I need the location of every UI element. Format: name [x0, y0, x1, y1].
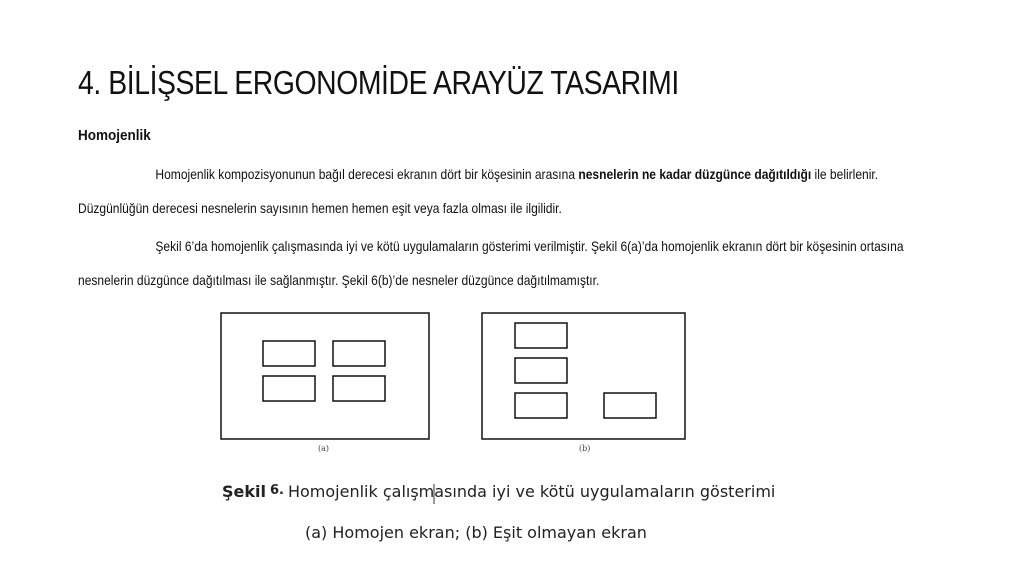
slide-title: 4. BİLİŞSEL ERGONOMİDE ARAYÜZ TASARIMI — [78, 64, 679, 101]
figure-caption-line1 — [222, 482, 775, 501]
screen-a-object-1 — [263, 341, 315, 366]
figure-label-a: (a) — [318, 444, 330, 453]
figure-caption-line2: (a) Homojen ekran; (b) Eşit olmayan ekran — [305, 523, 647, 542]
screen-b-object-2 — [515, 358, 567, 383]
screen-a-object-2 — [333, 341, 385, 366]
paragraph-figure-description — [78, 229, 938, 297]
caption-prefix: Şekil — [222, 482, 266, 501]
screen-b-frame — [482, 313, 685, 439]
paragraph1-text-end: ile belirlenir. Düzgünlüğün derecesi nesnelerin sayısının hemen hemen eşit veya fazla olması ile ilgilidir. — [78, 166, 879, 216]
screen-b-object-3 — [515, 393, 567, 418]
screen-b-object-1 — [515, 323, 567, 348]
paragraph1-emphasis: nesnelerin ne kadar düzgünce dağıtıldığı — [578, 166, 812, 182]
section-heading: Homojenlik — [78, 127, 151, 144]
screen-b-object-4 — [604, 393, 656, 418]
screen-a-object-4 — [333, 376, 385, 401]
figure-6-diagram — [218, 308, 728, 558]
paragraph-homogeneity-definition — [78, 157, 938, 225]
screen-a-frame — [221, 313, 429, 439]
caption-text: Homojenlik çalışmasında iyi ve kötü uygulamaların gösterimi — [287, 482, 776, 501]
figure-label-b: (b) — [579, 444, 591, 453]
caption-number: 6. — [269, 483, 284, 498]
paragraph2-text: Şekil 6’da homojenlik çalışmasında iyi ve kötü uygulamaların gösterimi verilmiştir. Şekil 6(a)’da homojenlik ekranın dört bir köşesinin ortasına nesnelerin düzgünce dağıtılması ile sağlanmıştır. Şekil 6(b)’de nesneler düzgünce dağıtılmamıştır. — [78, 238, 904, 288]
paragraph1-text-start: Homojenlik kompozisyonunun bağıl derecesi ekranın dört bir köşesinin arasına — [155, 166, 579, 182]
screen-a-object-3 — [263, 376, 315, 401]
